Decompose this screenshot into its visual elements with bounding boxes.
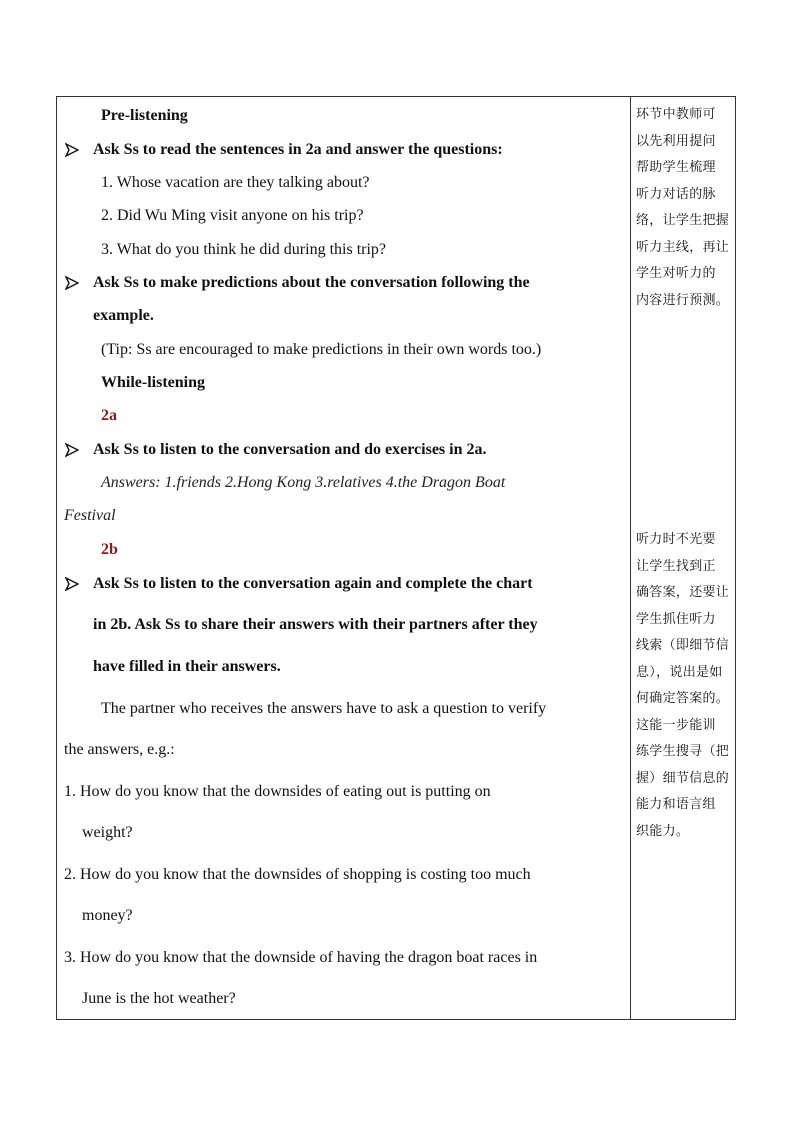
example-2-line1: 2. How do you know that the downsides of shopping is costing too much bbox=[64, 866, 531, 883]
answers-line2: Festival bbox=[64, 507, 116, 524]
question-2: 2. Did Wu Ming visit anyone on his trip? bbox=[101, 207, 364, 224]
lesson-table bbox=[56, 96, 736, 1020]
teacher-note-top bbox=[636, 102, 732, 314]
note-line: 这能一步能训 bbox=[636, 717, 716, 733]
note-line: 练学生搜寻（把 bbox=[636, 744, 730, 759]
bullet-read-sentences: Ask Ss to read the sentences in 2a and answer the questions: bbox=[93, 141, 503, 158]
section-2b-label: 2b bbox=[101, 541, 118, 558]
note-line: 听力主线，再让 bbox=[636, 239, 730, 255]
example-1-line2: weight? bbox=[82, 824, 133, 841]
note-line: 学生抓住听力 bbox=[636, 611, 716, 627]
question-1: 1. Whose vacation are they talking about? bbox=[101, 174, 370, 191]
note-line: 线索（即细节信 bbox=[636, 638, 730, 653]
bullet-chart-line2: in 2b. Ask Ss to share their answers with their partners after they bbox=[93, 616, 538, 633]
note-line: 听力时不光要 bbox=[636, 532, 716, 547]
example-1-line1: 1. How do you know that the downsides of eating out is putting on bbox=[64, 783, 491, 800]
partner-text-line1: The partner who receives the answers have to ask a question to verify bbox=[101, 700, 547, 717]
pre-listening-heading: Pre-listening bbox=[101, 107, 188, 124]
column-divider bbox=[630, 97, 631, 1019]
bullet-arrow-icon bbox=[65, 276, 79, 290]
main-column bbox=[57, 97, 630, 1019]
example-3-line1: 3. How do you know that the downside of having the dragon boat races in bbox=[64, 949, 538, 966]
note-line: 学生对听力的 bbox=[636, 266, 716, 281]
bullet-predictions-line2: example. bbox=[93, 307, 154, 324]
note-line: 能力和语言组 bbox=[636, 797, 716, 812]
bullet-chart-line3: have filled in their answers. bbox=[93, 658, 281, 675]
answers-line1: Answers: 1.friends 2.Hong Kong 3.relatives 4.the Dragon Boat bbox=[101, 474, 506, 491]
note-line: 以先利用提问 bbox=[636, 133, 716, 149]
bullet-predictions-line1: Ask Ss to make predictions about the conversation following the bbox=[93, 274, 530, 291]
tip-text: (Tip: Ss are encouraged to make predictions in their own words too.) bbox=[101, 341, 542, 358]
note-line: 帮助学生梳理 bbox=[636, 160, 716, 175]
note-line: 听力对话的脉 bbox=[636, 186, 716, 202]
note-line: 让学生找到正 bbox=[636, 558, 716, 574]
while-listening-heading: While-listening bbox=[101, 374, 206, 391]
example-3-line2: June is the hot weather? bbox=[82, 990, 236, 1007]
note-line: 织能力。 bbox=[636, 823, 690, 839]
bullet-arrow-icon bbox=[65, 443, 79, 457]
note-line: 络，让学生把握 bbox=[636, 213, 730, 228]
bullet-chart-line1: Ask Ss to listen to the conversation again and complete the chart bbox=[93, 575, 533, 592]
example-2-line2: money? bbox=[82, 907, 133, 924]
bullet-arrow-icon bbox=[65, 577, 79, 591]
teacher-note-bottom bbox=[636, 527, 732, 845]
note-line: 何确定答案的。 bbox=[636, 691, 730, 706]
note-line: 环节中教师可 bbox=[636, 107, 716, 122]
bullet-exercises-2a: Ask Ss to listen to the conversation and do exercises in 2a. bbox=[93, 441, 487, 458]
note-line: 内容进行预测。 bbox=[636, 292, 730, 308]
bullet-arrow-icon bbox=[65, 143, 79, 157]
section-2a-label: 2a bbox=[101, 407, 117, 424]
note-line: 握）细节信息的 bbox=[636, 770, 730, 786]
note-line: 确答案，还要让 bbox=[636, 585, 730, 600]
partner-text-line2: the answers, e.g.: bbox=[64, 741, 175, 758]
note-line: 息），说出是如 bbox=[636, 664, 723, 680]
question-3: 3. What do you think he did during this trip? bbox=[101, 241, 387, 258]
